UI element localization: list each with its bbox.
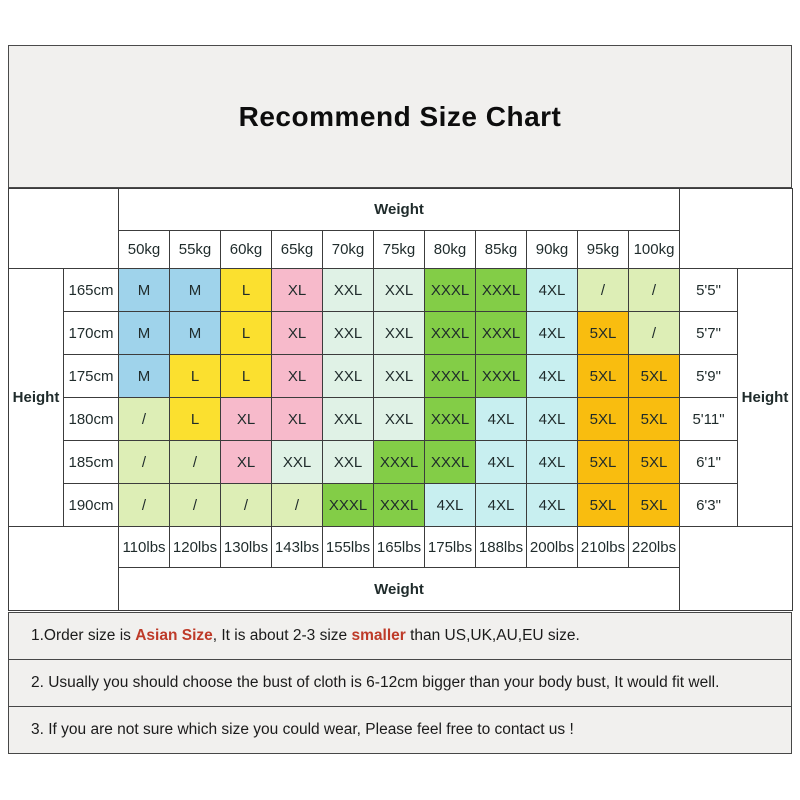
weight-header-bottom: Weight — [119, 568, 680, 611]
size-cell: XXL — [374, 269, 425, 312]
size-cell: M — [119, 312, 170, 355]
height-row — [9, 355, 793, 398]
size-cell: M — [170, 312, 221, 355]
weight-header-top: Weight — [119, 189, 680, 231]
size-cell: 4XL — [476, 398, 527, 441]
size-cell: XL — [272, 355, 323, 398]
corner-top-right — [680, 189, 793, 269]
notes-box — [8, 612, 792, 754]
kg-header-cell: 55kg — [170, 231, 221, 269]
size-cell: M — [119, 355, 170, 398]
height-imperial-cell: 6'3" — [680, 484, 738, 527]
height-label-right: Height — [738, 269, 793, 527]
kg-header-cell: 60kg — [221, 231, 272, 269]
kg-header-cell: 85kg — [476, 231, 527, 269]
size-cell: 4XL — [527, 441, 578, 484]
size-cell: L — [221, 269, 272, 312]
size-cell: XXXL — [374, 484, 425, 527]
size-cell: / — [578, 269, 629, 312]
size-cell: / — [221, 484, 272, 527]
size-cell: 5XL — [629, 355, 680, 398]
size-cell: XXXL — [374, 441, 425, 484]
height-imperial-cell: 5'5" — [680, 269, 738, 312]
size-cell: XXL — [323, 312, 374, 355]
size-cell: XL — [221, 398, 272, 441]
note-emphasis: smaller — [351, 627, 406, 644]
lbs-footer-row — [9, 527, 793, 568]
note-text: , It is about 2-3 size — [212, 627, 352, 644]
kg-header-cell: 100kg — [629, 231, 680, 269]
size-cell: XXL — [323, 269, 374, 312]
size-cell: 4XL — [527, 269, 578, 312]
size-cell: XXXL — [425, 398, 476, 441]
size-cell: 4XL — [425, 484, 476, 527]
size-cell: 5XL — [578, 441, 629, 484]
lbs-footer-cell: 210lbs — [578, 527, 629, 568]
height-cm-cell: 190cm — [64, 484, 119, 527]
size-cell: XXL — [323, 355, 374, 398]
height-cm-cell: 185cm — [64, 441, 119, 484]
kg-header-cell: 70kg — [323, 231, 374, 269]
size-cell: 4XL — [527, 484, 578, 527]
kg-header-row — [9, 231, 793, 269]
height-cm-cell: 175cm — [64, 355, 119, 398]
size-cell: XXL — [323, 441, 374, 484]
corner-bottom-left — [9, 527, 119, 611]
size-cell: M — [119, 269, 170, 312]
size-cell: XL — [272, 312, 323, 355]
size-cell: XXL — [323, 398, 374, 441]
lbs-footer-cell: 220lbs — [629, 527, 680, 568]
size-cell: XXL — [272, 441, 323, 484]
size-cell: 5XL — [629, 398, 680, 441]
note-text: 3. If you are not sure which size you could wear, Please feel free to contact us ! — [31, 721, 574, 738]
size-cell: XXXL — [323, 484, 374, 527]
size-cell: XL — [272, 269, 323, 312]
size-cell: / — [119, 484, 170, 527]
size-cell: 5XL — [578, 398, 629, 441]
height-imperial-cell: 6'1" — [680, 441, 738, 484]
size-cell: 4XL — [527, 312, 578, 355]
height-imperial-cell: 5'7" — [680, 312, 738, 355]
size-cell: / — [629, 269, 680, 312]
size-cell: 5XL — [629, 484, 680, 527]
size-cell: 4XL — [527, 355, 578, 398]
size-cell: XXXL — [476, 269, 527, 312]
lbs-footer-cell: 120lbs — [170, 527, 221, 568]
kg-header-cell: 65kg — [272, 231, 323, 269]
title-box — [8, 45, 792, 188]
size-note-2 — [9, 659, 791, 706]
size-cell: 5XL — [578, 355, 629, 398]
size-cell: / — [629, 312, 680, 355]
size-cell: XL — [221, 441, 272, 484]
page-title: Recommend Size Chart — [238, 100, 562, 132]
size-cell: XXXL — [425, 441, 476, 484]
size-cell: L — [170, 398, 221, 441]
size-cell: 4XL — [527, 398, 578, 441]
size-cell: / — [170, 441, 221, 484]
kg-header-cell: 80kg — [425, 231, 476, 269]
size-chart-table — [8, 188, 793, 611]
size-cell: XXXL — [425, 269, 476, 312]
lbs-footer-cell: 175lbs — [425, 527, 476, 568]
size-cell: 5XL — [578, 484, 629, 527]
size-cell: 4XL — [476, 441, 527, 484]
height-row — [9, 398, 793, 441]
size-cell: 5XL — [578, 312, 629, 355]
height-cm-cell: 170cm — [64, 312, 119, 355]
size-note-1 — [9, 613, 791, 659]
note-text: 1.Order size is — [31, 627, 136, 644]
note-text: than US,UK,AU,EU size. — [405, 627, 580, 644]
kg-header-cell: 90kg — [527, 231, 578, 269]
size-cell: 5XL — [629, 441, 680, 484]
size-cell: / — [119, 441, 170, 484]
lbs-footer-cell: 143lbs — [272, 527, 323, 568]
size-cell: XXXL — [425, 312, 476, 355]
size-cell: XXXL — [476, 355, 527, 398]
note-emphasis: Asian Size — [135, 627, 213, 644]
size-cell: / — [119, 398, 170, 441]
height-row — [9, 269, 793, 312]
lbs-footer-cell: 188lbs — [476, 527, 527, 568]
note-text: 2. Usually you should choose the bust of cloth is 6-12cm bigger than your body bust, It would fit well. — [31, 674, 720, 691]
size-cell: XXL — [374, 398, 425, 441]
height-imperial-cell: 5'11" — [680, 398, 738, 441]
kg-header-cell: 95kg — [578, 231, 629, 269]
size-cell: / — [272, 484, 323, 527]
size-cell: L — [170, 355, 221, 398]
size-note-3 — [9, 706, 791, 753]
height-row — [9, 484, 793, 527]
height-cm-cell: 165cm — [64, 269, 119, 312]
size-cell: L — [221, 355, 272, 398]
lbs-footer-cell: 155lbs — [323, 527, 374, 568]
lbs-footer-cell: 200lbs — [527, 527, 578, 568]
size-cell: XXXL — [476, 312, 527, 355]
lbs-footer-cell: 165lbs — [374, 527, 425, 568]
size-cell: / — [170, 484, 221, 527]
lbs-footer-cell: 110lbs — [119, 527, 170, 568]
size-cell: XXXL — [425, 355, 476, 398]
height-label-left: Height — [9, 269, 64, 527]
size-cell: 4XL — [476, 484, 527, 527]
size-cell: XXL — [374, 355, 425, 398]
size-cell: XL — [272, 398, 323, 441]
size-cell: L — [221, 312, 272, 355]
size-cell: XXL — [374, 312, 425, 355]
height-imperial-cell: 5'9" — [680, 355, 738, 398]
corner-bottom-right — [680, 527, 793, 611]
kg-header-cell: 50kg — [119, 231, 170, 269]
size-cell: M — [170, 269, 221, 312]
height-row — [9, 441, 793, 484]
kg-header-cell: 75kg — [374, 231, 425, 269]
height-row — [9, 312, 793, 355]
height-cm-cell: 180cm — [64, 398, 119, 441]
lbs-footer-cell: 130lbs — [221, 527, 272, 568]
corner-top-left — [9, 189, 119, 269]
